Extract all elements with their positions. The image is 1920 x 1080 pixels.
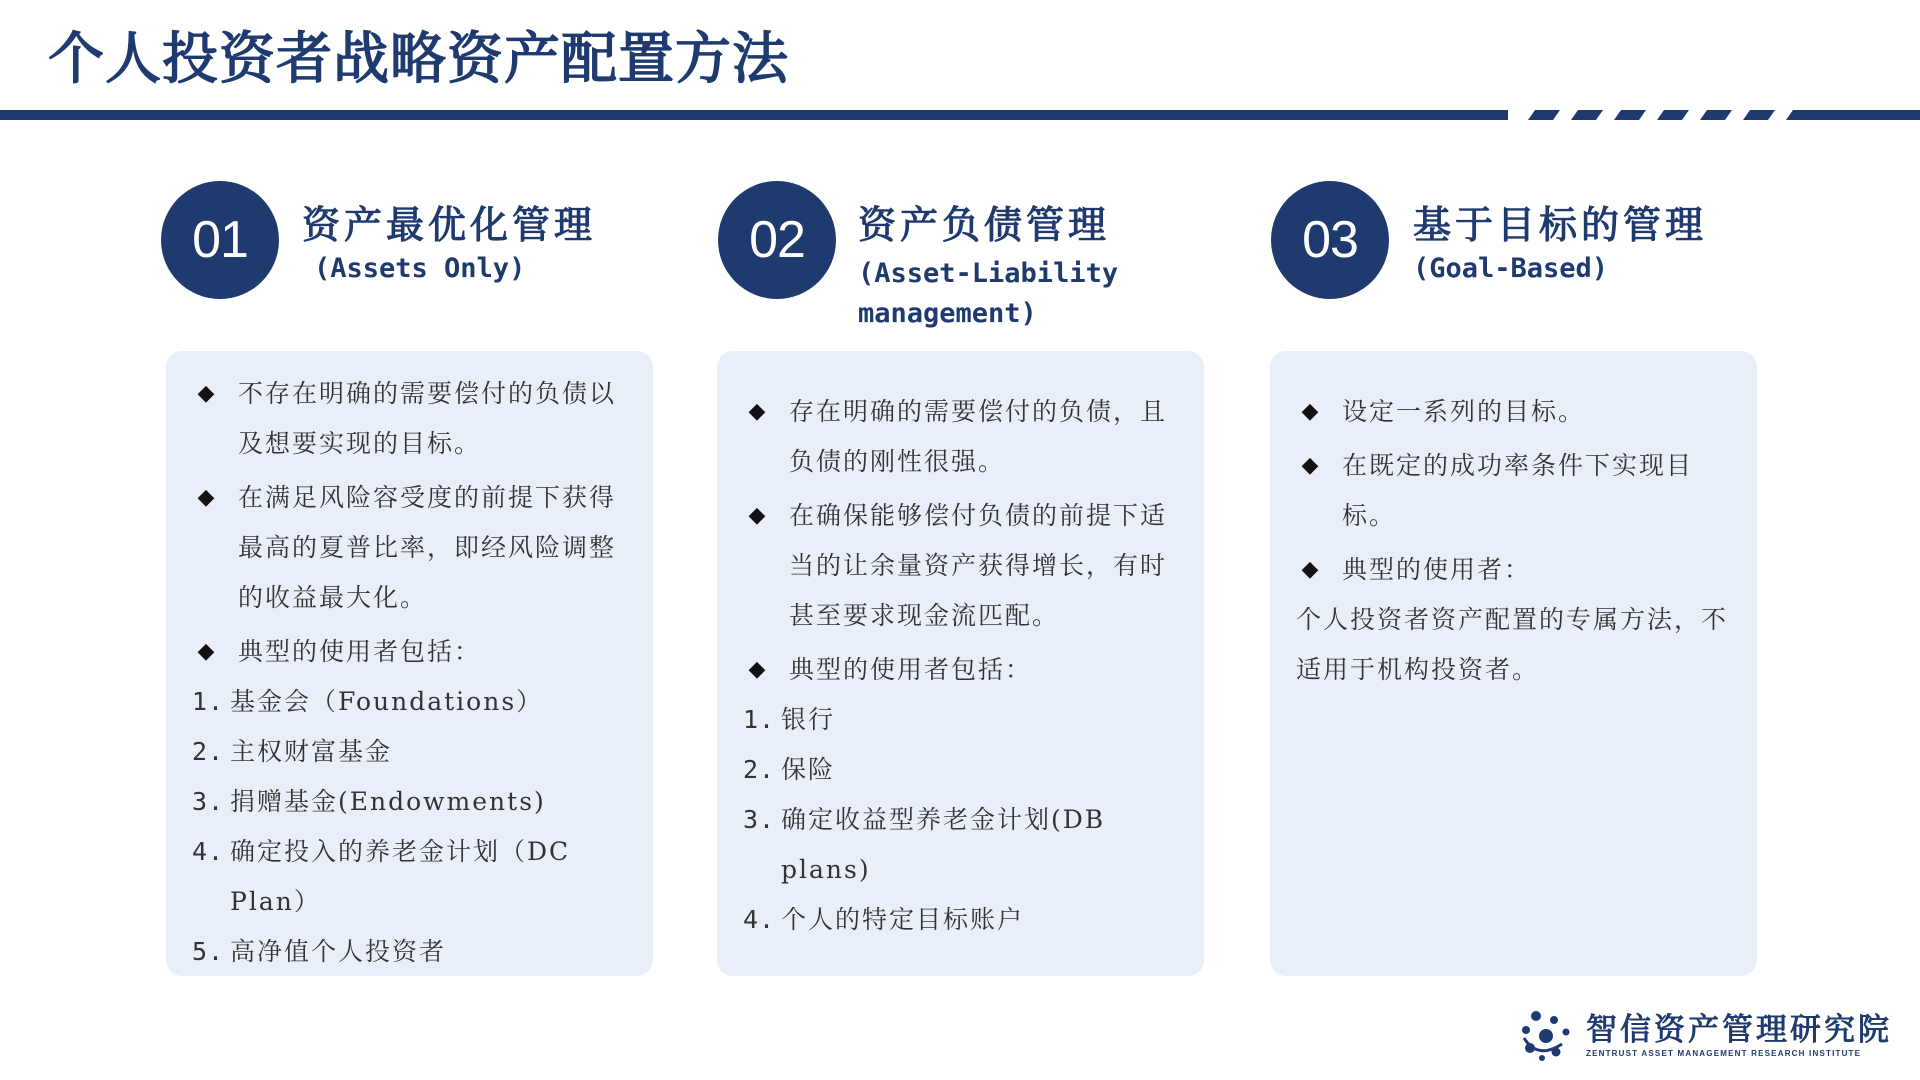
step-number-badge: 01 [161, 181, 279, 299]
bullet-text: 不存在明确的需要偿付的负债以及想要实现的目标。 [238, 379, 617, 458]
column-title: 资产负债管理 [858, 202, 1111, 247]
bullet-text: 设定一系列的目标。 [1342, 397, 1586, 426]
header-divider [0, 110, 1920, 120]
bullet-text: 在既定的成功率条件下实现目标。 [1342, 451, 1694, 530]
list-item: 1. 基金会（Foundations） [192, 687, 544, 716]
bullet-item [1296, 545, 1731, 595]
bullet-item [192, 627, 627, 677]
bullet-item [192, 473, 627, 623]
list-item: 3. 捐赠基金(Endowments) [192, 787, 546, 816]
column-title: 基于目标的管理 [1413, 202, 1708, 247]
logo-mark-icon [1518, 1008, 1576, 1064]
bullet-item [743, 645, 1178, 695]
step-number-badge: 02 [718, 181, 836, 299]
bullet-text: 在满足风险容受度的前提下获得最高的夏普比率，即经风险调整的收益最大化。 [238, 483, 617, 612]
column-subtitle: (Goal-Based) [1413, 253, 1609, 284]
bullet-item [1296, 387, 1731, 437]
bullet-item [743, 387, 1178, 487]
bullet-item [1296, 441, 1731, 541]
list-item: 4. 个人的特定目标账户 [743, 905, 1025, 934]
column-subtitle: (Assets Only) [314, 253, 526, 284]
diamond-bullet-icon: ◆ [197, 485, 215, 510]
bullet-item [743, 491, 1178, 641]
list-item: 1. 银行 [743, 705, 836, 734]
list-item: 3. 确定收益型养老金计划(DB plans) [743, 805, 1106, 884]
diamond-bullet-icon: ◆ [1301, 557, 1319, 582]
card-goal-based [1270, 351, 1757, 976]
page-title: 个人投资者战略资产配置方法 [48, 27, 789, 92]
column-title: 资产最优化管理 [302, 202, 597, 247]
diamond-bullet-icon: ◆ [1301, 399, 1319, 424]
bullet-text: 存在明确的需要偿付的负债，且负债的刚性很强。 [789, 397, 1168, 476]
diamond-bullet-icon: ◆ [1301, 453, 1319, 478]
institute-logo [1518, 1008, 1892, 1064]
diamond-bullet-icon: ◆ [748, 657, 766, 682]
list-item: 5. 高净值个人投资者 [192, 937, 447, 966]
logo-name-cn: 智信资产管理研究院 [1586, 1012, 1892, 1048]
logo-name-en: ZENTRUST ASSET MANAGEMENT RESEARCH INSTITUTE [1586, 1049, 1862, 1058]
diamond-bullet-icon: ◆ [197, 381, 215, 406]
bullet-text: 典型的使用者包括： [238, 637, 482, 666]
list-item: 4. 确定投入的养老金计划（DC Plan） [192, 837, 571, 916]
step-number-badge: 03 [1271, 181, 1389, 299]
bullet-text: 典型的使用者包括： [789, 655, 1033, 684]
diamond-bullet-icon: ◆ [197, 639, 215, 664]
column-subtitle: (Asset-Liability management) [858, 258, 1119, 329]
description-text: 个人投资者资产配置的专属方法，不适用于机构投资者。 [1296, 605, 1729, 684]
bullet-text: 典型的使用者： [1342, 555, 1532, 584]
bullet-text: 在确保能够偿付负债的前提下适当的让余量资产获得增长，有时甚至要求现金流匹配。 [789, 501, 1168, 630]
diamond-bullet-icon: ◆ [748, 503, 766, 528]
card-assets-only [166, 351, 653, 976]
diamond-bullet-icon: ◆ [748, 399, 766, 424]
bullet-item [192, 369, 627, 469]
list-item: 2. 主权财富基金 [192, 737, 393, 766]
list-item: 2. 保险 [743, 755, 836, 784]
card-asset-liability [717, 351, 1204, 976]
